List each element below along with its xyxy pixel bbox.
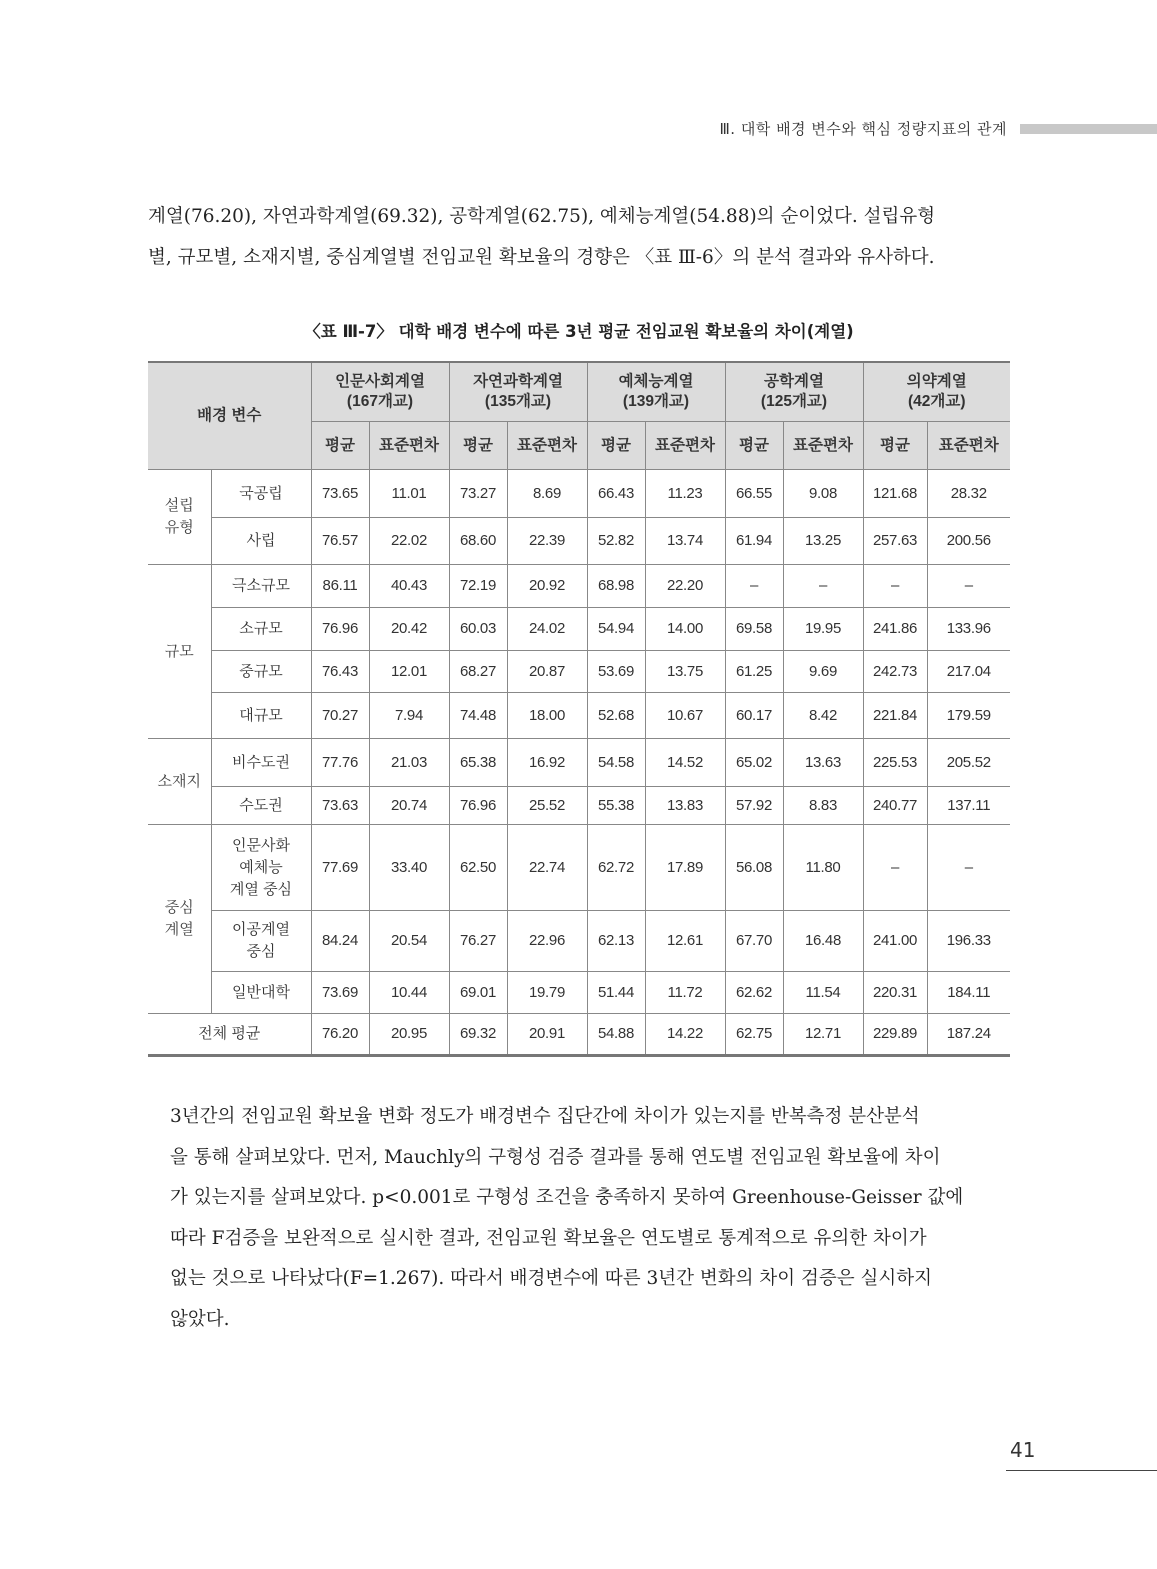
text-line: 3년간의 전임교원 확보율 변화 정도가 배경변수 집단간에 차이가 있는지를 반복측정 분산분석	[170, 1106, 920, 1127]
table-cell: 12.01	[369, 651, 449, 693]
table-cell: 22.20	[645, 565, 725, 608]
table-cell: 14.22	[645, 1014, 725, 1056]
table-cell: 14.00	[645, 608, 725, 651]
table-cell: 11.72	[645, 972, 725, 1014]
table-row	[148, 693, 1010, 739]
table-cell: 257.63	[863, 518, 927, 565]
table-cell: 19.79	[507, 972, 587, 1014]
column-group-header: 공학계열 (125개교)	[725, 362, 863, 422]
row-label: 인문사화 예체능 계열 중심	[211, 825, 311, 911]
table-cell: 187.24	[927, 1014, 1010, 1056]
sd-header: 표준편차	[783, 422, 863, 470]
table-cell: 84.24	[311, 911, 369, 972]
table-cell: 20.91	[507, 1014, 587, 1056]
table-cell: 77.69	[311, 825, 369, 911]
table-cell: 217.04	[927, 651, 1010, 693]
table-cell: 66.43	[587, 470, 645, 518]
table-cell: 70.27	[311, 693, 369, 739]
text-line: 가 있는지를 살펴보았다. p<0.001로 구형성 조건을 충족하지 못하여 Greenhouse-Geisser 값에	[170, 1187, 964, 1208]
table-cell: 22.96	[507, 911, 587, 972]
row-label: 수도권	[211, 787, 311, 825]
table-cell: 16.92	[507, 739, 587, 787]
table-cell: 16.48	[783, 911, 863, 972]
table-cell: 54.88	[587, 1014, 645, 1056]
table-cell: 11.01	[369, 470, 449, 518]
table-cell: 229.89	[863, 1014, 927, 1056]
table-cell: 241.00	[863, 911, 927, 972]
table-cell: 54.58	[587, 739, 645, 787]
table-cell: 13.25	[783, 518, 863, 565]
table-cell: 242.73	[863, 651, 927, 693]
table-cell: 220.31	[863, 972, 927, 1014]
table-cell: 69.32	[449, 1014, 507, 1056]
table-cell: 76.96	[311, 608, 369, 651]
table-cell: 121.68	[863, 470, 927, 518]
row-label: 극소규모	[211, 565, 311, 608]
table-cell: 73.27	[449, 470, 507, 518]
table-cell: 52.82	[587, 518, 645, 565]
table-cell: 20.95	[369, 1014, 449, 1056]
header-title: Ⅲ. 대학 배경 변수와 핵심 정량지표의 관계	[719, 120, 1007, 138]
table-cell: 62.75	[725, 1014, 783, 1056]
table-row	[148, 608, 1010, 651]
table-cell: 57.92	[725, 787, 783, 825]
table-cell: 54.94	[587, 608, 645, 651]
table-cell: 62.62	[725, 972, 783, 1014]
row-label: 이공계열 중심	[211, 911, 311, 972]
table-cell: 76.20	[311, 1014, 369, 1056]
page-number: 41	[1010, 1438, 1036, 1462]
table-row	[148, 651, 1010, 693]
text-line: 계열(76.20), 자연과학계열(69.32), 공학계열(62.75), 예체능계열(54.88)의 순이었다. 설립유형	[148, 206, 936, 227]
text-line: 을 통해 살펴보았다. 먼저, Mauchly의 구형성 검증 결과를 통해 연도별 전임교원 확보율에 차이	[170, 1146, 941, 1168]
mean-header: 평균	[587, 422, 645, 470]
row-label: 대규모	[211, 693, 311, 739]
table-cell: 22.74	[507, 825, 587, 911]
sd-header: 표준편차	[927, 422, 1010, 470]
group-label: 소재지	[148, 739, 211, 825]
table-row	[148, 565, 1010, 608]
table-cell: 51.44	[587, 972, 645, 1014]
sd-header: 표준편차	[369, 422, 449, 470]
table-cell: 40.43	[369, 565, 449, 608]
row-label: 사립	[211, 518, 311, 565]
table-cell: 60.03	[449, 608, 507, 651]
table-body	[148, 470, 1010, 1056]
header-row	[148, 362, 1010, 422]
column-group-header: 예체능계열 (139개교)	[587, 362, 725, 422]
table-cell: 13.75	[645, 651, 725, 693]
table-cell: 12.61	[645, 911, 725, 972]
table-cell: 241.86	[863, 608, 927, 651]
text-line: 따라 F검증을 보완적으로 실시한 결과, 전임교원 확보율은 연도별로 통계적으로 유의한 차이가	[170, 1227, 927, 1249]
table-cell: 76.27	[449, 911, 507, 972]
table-cell: 68.60	[449, 518, 507, 565]
table-cell: 65.02	[725, 739, 783, 787]
table-cell: 205.52	[927, 739, 1010, 787]
table-caption: 〈표 Ⅲ-7〉 대학 배경 변수에 따른 3년 평균 전임교원 확보율의 차이(계열)	[304, 322, 854, 341]
group-label: 중심 계열	[148, 825, 211, 1014]
table-cell: 66.55	[725, 470, 783, 518]
table-cell: 13.83	[645, 787, 725, 825]
table-row	[148, 518, 1010, 565]
table-cell: 77.76	[311, 739, 369, 787]
table-cell: 55.38	[587, 787, 645, 825]
table-cell: 10.44	[369, 972, 449, 1014]
table-cell: 22.02	[369, 518, 449, 565]
row-label: 비수도권	[211, 739, 311, 787]
table-cell: 67.70	[725, 911, 783, 972]
table-cell: –	[927, 825, 1010, 911]
table-cell: 20.54	[369, 911, 449, 972]
body-paragraph	[148, 1097, 1010, 1340]
table-cell: 69.58	[725, 608, 783, 651]
intro-paragraph	[148, 197, 1010, 278]
table-cell: 19.95	[783, 608, 863, 651]
table-cell: –	[927, 565, 1010, 608]
table-cell: 62.13	[587, 911, 645, 972]
table-row	[148, 739, 1010, 787]
table-cell: 8.42	[783, 693, 863, 739]
table-cell: –	[783, 565, 863, 608]
running-header	[0, 118, 1157, 140]
table-cell: 225.53	[863, 739, 927, 787]
row-label: 소규모	[211, 608, 311, 651]
table-cell: 73.65	[311, 470, 369, 518]
row-label: 중규모	[211, 651, 311, 693]
table-cell: 14.52	[645, 739, 725, 787]
table-cell: 184.11	[927, 972, 1010, 1014]
table-cell: 13.74	[645, 518, 725, 565]
table-cell: 86.11	[311, 565, 369, 608]
total-label: 전체 평균	[148, 1014, 311, 1056]
table-cell: 20.87	[507, 651, 587, 693]
table-cell: 20.42	[369, 608, 449, 651]
sd-header: 표준편차	[507, 422, 587, 470]
table-cell: 60.17	[725, 693, 783, 739]
table-cell: 62.72	[587, 825, 645, 911]
table-cell: 61.25	[725, 651, 783, 693]
table-row	[148, 787, 1010, 825]
table-cell: 12.71	[783, 1014, 863, 1056]
table-row	[148, 825, 1010, 911]
mean-header: 평균	[449, 422, 507, 470]
table-cell: 9.69	[783, 651, 863, 693]
table-cell: 11.54	[783, 972, 863, 1014]
table-cell: 20.74	[369, 787, 449, 825]
table-cell: 72.19	[449, 565, 507, 608]
page-number-rule	[1006, 1470, 1157, 1471]
table-cell: –	[863, 565, 927, 608]
table-cell: 137.11	[927, 787, 1010, 825]
row-label: 국공립	[211, 470, 311, 518]
table-cell: 200.56	[927, 518, 1010, 565]
table-cell: 68.98	[587, 565, 645, 608]
table-cell: 62.50	[449, 825, 507, 911]
table-cell: 24.02	[507, 608, 587, 651]
table-cell: 133.96	[927, 608, 1010, 651]
table-cell: 76.57	[311, 518, 369, 565]
data-table	[148, 361, 1010, 1057]
sd-header: 표준편차	[645, 422, 725, 470]
total-row	[148, 1014, 1010, 1056]
table-cell: 56.08	[725, 825, 783, 911]
table-cell: 221.84	[863, 693, 927, 739]
table-row	[148, 972, 1010, 1014]
table-cell: 22.39	[507, 518, 587, 565]
column-group-header: 의약계열 (42개교)	[863, 362, 1010, 422]
column-group-header: 자연과학계열 (135개교)	[449, 362, 587, 422]
table-cell: 8.69	[507, 470, 587, 518]
table-cell: 17.89	[645, 825, 725, 911]
table-row	[148, 911, 1010, 972]
table-cell: 8.83	[783, 787, 863, 825]
table-cell: –	[863, 825, 927, 911]
table-cell: –	[725, 565, 783, 608]
table-cell: 76.43	[311, 651, 369, 693]
group-label: 설립 유형	[148, 470, 211, 565]
text-line: 없는 것으로 나타났다(F=1.267). 따라서 배경변수에 따른 3년간 변화의 차이 검증은 실시하지	[170, 1268, 932, 1289]
mean-header: 평균	[311, 422, 369, 470]
table-cell: 73.69	[311, 972, 369, 1014]
table-cell: 11.23	[645, 470, 725, 518]
table-cell: 28.32	[927, 470, 1010, 518]
table-cell: 61.94	[725, 518, 783, 565]
table-cell: 65.38	[449, 739, 507, 787]
table-cell: 52.68	[587, 693, 645, 739]
table-cell: 18.00	[507, 693, 587, 739]
table-cell: 53.69	[587, 651, 645, 693]
group-label: 규모	[148, 565, 211, 739]
table-cell: 9.08	[783, 470, 863, 518]
table-cell: 74.48	[449, 693, 507, 739]
mean-header: 평균	[863, 422, 927, 470]
table-cell: 69.01	[449, 972, 507, 1014]
table-cell: 179.59	[927, 693, 1010, 739]
table-cell: 76.96	[449, 787, 507, 825]
table-cell: 13.63	[783, 739, 863, 787]
table-cell: 10.67	[645, 693, 725, 739]
table-cell: 33.40	[369, 825, 449, 911]
table-row	[148, 470, 1010, 518]
corner-header: 배경 변수	[148, 362, 311, 470]
mean-header: 평균	[725, 422, 783, 470]
table-cell: 240.77	[863, 787, 927, 825]
table-cell: 196.33	[927, 911, 1010, 972]
row-label: 일반대학	[211, 972, 311, 1014]
table-cell: 21.03	[369, 739, 449, 787]
table-cell: 11.80	[783, 825, 863, 911]
text-line: 별, 규모별, 소재지별, 중심계열별 전임교원 확보율의 경향은 〈표 Ⅲ-6〉의 분석 결과와 유사하다.	[148, 246, 935, 268]
table-cell: 7.94	[369, 693, 449, 739]
column-group-header: 인문사회계열 (167개교)	[311, 362, 449, 422]
table-cell: 25.52	[507, 787, 587, 825]
table-cell: 20.92	[507, 565, 587, 608]
table-cell: 68.27	[449, 651, 507, 693]
table-cell: 73.63	[311, 787, 369, 825]
text-line: 않았다.	[170, 1308, 230, 1330]
header-decorative-bar	[1020, 124, 1157, 134]
